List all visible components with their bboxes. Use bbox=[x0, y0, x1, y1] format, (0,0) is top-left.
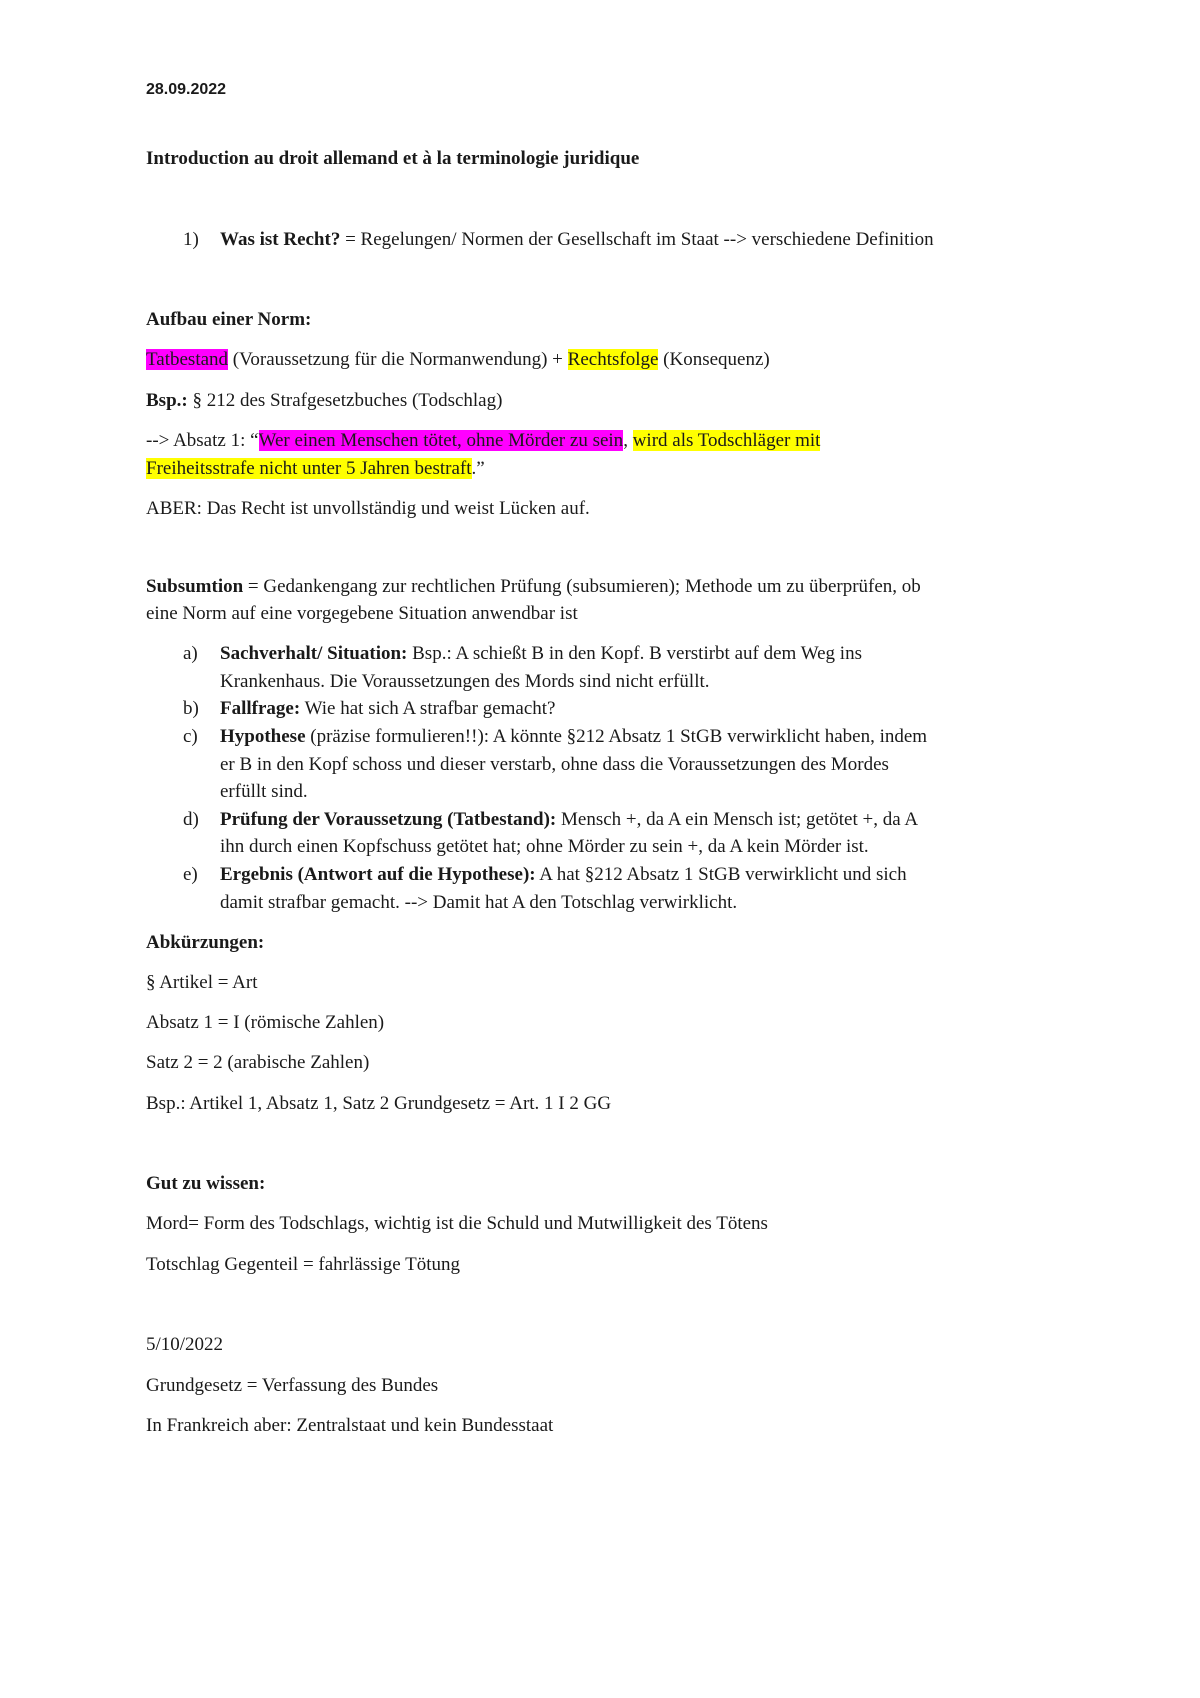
rechtsfolge-description: (Konsequenz) bbox=[658, 349, 770, 370]
quote-comma: , bbox=[623, 430, 633, 451]
absatz-quote-line-2 bbox=[146, 455, 485, 483]
tatbestand-description: (Voraussetzung für die Normanwendung) + bbox=[228, 349, 568, 370]
quote-end: .” bbox=[471, 458, 485, 479]
subsumtion-line-1 bbox=[146, 573, 921, 601]
step-c-marker: c) bbox=[183, 726, 198, 747]
step-c-line-2: er B in den Kopf schoss und dieser verstarb, ohne dass die Voraussetzungen des Mordes bbox=[220, 754, 889, 775]
section-1-content bbox=[220, 226, 934, 254]
date-header: 28.09.2022 bbox=[146, 81, 227, 98]
quote-rechtsfolge-highlight-2: Freiheitsstrafe nicht unter 5 Jahren bestraft bbox=[146, 458, 472, 479]
step-d-label: Prüfung der Voraussetzung (Tatbestand): bbox=[220, 809, 557, 830]
abbreviation-item: Bsp.: Artikel 1, Absatz 1, Satz 2 Grundgesetz = Art. 1 I 2 GG bbox=[146, 1093, 612, 1114]
session-2-date: 5/10/2022 bbox=[146, 1334, 224, 1355]
norm-structure-line bbox=[146, 346, 770, 374]
tatbestand-highlight: Tatbestand bbox=[146, 349, 229, 370]
step-c-label: Hypothese bbox=[220, 726, 306, 747]
good-to-know-item: Mord= Form des Todschlags, wichtig ist die Schuld und Mutwilligkeit des Tötens bbox=[146, 1213, 768, 1234]
step-e-line-2: damit strafbar gemacht. --> Damit hat A den Totschlag verwirklicht. bbox=[220, 892, 738, 913]
abbreviation-item: Satz 2 = 2 (arabische Zahlen) bbox=[146, 1052, 370, 1073]
step-e-text-1: A hat §212 Absatz 1 StGB verwirklicht und sich bbox=[535, 864, 907, 885]
subsumtion-line-2: eine Norm auf eine vorgegebene Situation anwendbar ist bbox=[146, 603, 578, 624]
abbreviations-heading bbox=[146, 929, 264, 957]
step-a-label: Sachverhalt/ Situation: bbox=[220, 643, 408, 664]
step-e-label: Ergebnis (Antwort auf die Hypothese): bbox=[220, 864, 536, 885]
norm-heading bbox=[146, 306, 311, 334]
absatz-prefix: --> Absatz 1: “ bbox=[146, 430, 259, 451]
document-title bbox=[146, 145, 639, 173]
step-b-marker: b) bbox=[183, 698, 199, 719]
title-text: Introduction au droit allemand et à la terminologie juridique bbox=[146, 148, 640, 169]
abbreviation-item: Absatz 1 = I (römische Zahlen) bbox=[146, 1012, 385, 1033]
step-a-line-2: Krankenhaus. Die Voraussetzungen des Mords sind nicht erfüllt. bbox=[220, 671, 710, 692]
good-to-know-heading-text: Gut zu wissen: bbox=[146, 1173, 266, 1194]
example-text: § 212 des Strafgesetzbuches (Todschlag) bbox=[187, 390, 503, 411]
step-b-text-1: Wie hat sich A strafbar gemacht? bbox=[300, 698, 556, 719]
subsumtion-term: Subsumtion bbox=[146, 576, 244, 597]
step-e-line-1 bbox=[220, 861, 907, 889]
step-a-line-1 bbox=[220, 640, 862, 668]
step-d-marker: d) bbox=[183, 809, 199, 830]
rechtsfolge-highlight: Rechtsfolge bbox=[567, 349, 659, 370]
norm-example-line bbox=[146, 387, 502, 415]
abbreviation-item: § Artikel = Art bbox=[146, 972, 258, 993]
good-to-know-heading bbox=[146, 1170, 265, 1198]
step-a-marker: a) bbox=[183, 643, 198, 664]
session-2-item: In Frankreich aber: Zentralstaat und kein Bundesstaat bbox=[146, 1415, 554, 1436]
section-1-term: Was ist Recht? bbox=[220, 229, 341, 250]
step-b-label: Fallfrage: bbox=[220, 698, 301, 719]
absatz-quote-line-1 bbox=[146, 427, 820, 455]
step-d-line-1 bbox=[220, 806, 918, 834]
norm-heading-text: Aufbau einer Norm: bbox=[146, 309, 312, 330]
step-a-text-1: Bsp.: A schießt B in den Kopf. B verstirbt auf dem Weg ins bbox=[407, 643, 862, 664]
step-d-text-1: Mensch +, da A ein Mensch ist; getötet +, da A bbox=[556, 809, 919, 830]
section-1-number: 1) bbox=[183, 229, 199, 250]
step-c-line-3: erfüllt sind. bbox=[220, 781, 308, 802]
step-c-text-1: (präzise formulieren!!): A könnte §212 Absatz 1 StGB verwirklicht haben, indem bbox=[305, 726, 928, 747]
abbreviations-heading-text: Abkürzungen: bbox=[146, 932, 265, 953]
session-2-item: Grundgesetz = Verfassung des Bundes bbox=[146, 1375, 439, 1396]
step-e-marker: e) bbox=[183, 864, 198, 885]
example-label: Bsp.: bbox=[146, 390, 188, 411]
aber-line: ABER: Das Recht ist unvollständig und weist Lücken auf. bbox=[146, 498, 590, 519]
section-1-definition: = Regelungen/ Normen der Gesellschaft im Staat --> verschiedene Definition bbox=[340, 229, 934, 250]
quote-rechtsfolge-highlight-1: wird als Todschläger mit bbox=[632, 430, 821, 451]
step-d-line-2: ihn durch einen Kopfschuss getötet hat; ohne Mörder zu sein +, da A kein Mörder ist. bbox=[220, 836, 869, 857]
good-to-know-item: Totschlag Gegenteil = fahrlässige Tötung bbox=[146, 1254, 461, 1275]
step-b-line-1 bbox=[220, 695, 555, 723]
subsumtion-definition: = Gedankengang zur rechtlichen Prüfung (subsumieren); Methode um zu überprüfen, ob bbox=[243, 576, 921, 597]
quote-tatbestand-highlight: Wer einen Menschen tötet, ohne Mörder zu sein bbox=[258, 430, 624, 451]
step-c-line-1 bbox=[220, 723, 927, 751]
